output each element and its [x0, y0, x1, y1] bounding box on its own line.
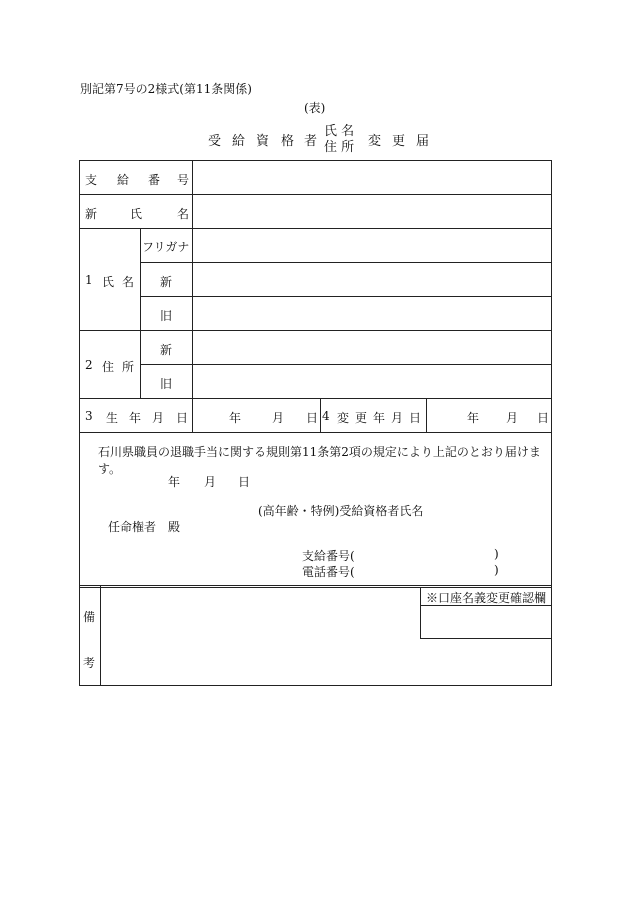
phone-number-label: 電話番号(	[302, 565, 355, 579]
change-date-label: 更	[355, 411, 368, 425]
address-new-label: 新	[160, 343, 173, 357]
address-new-field[interactable]	[193, 331, 551, 363]
birth-date-label: 3	[85, 409, 93, 423]
title-char: 者	[304, 134, 318, 149]
change-date-label: 月	[391, 411, 404, 425]
col-divider	[140, 228, 141, 398]
new-name-label: 氏	[130, 207, 143, 221]
change-year-unit: 年	[467, 411, 480, 425]
change-date-label: 4	[322, 409, 330, 423]
account-check-box	[420, 587, 552, 639]
title-char: 格	[281, 134, 295, 149]
title-char: 給	[232, 134, 246, 149]
address-group-label: 住	[102, 360, 115, 374]
birth-date-label: 生	[106, 411, 119, 425]
title-char: 届	[416, 134, 430, 149]
pay-number-close-paren: )	[494, 547, 499, 561]
name-new-label: 新	[160, 275, 173, 289]
row-divider	[80, 432, 552, 433]
new-name-label: 新	[85, 207, 98, 221]
title-stack-top: 氏 名	[324, 124, 355, 139]
furigana-label: フリガナ	[142, 240, 190, 254]
appointing-authority: 任命権者 殿	[108, 520, 181, 534]
address-group-label: 2	[85, 358, 93, 372]
declaration-month-unit: 月	[204, 475, 217, 489]
name-group-label: 氏	[102, 275, 115, 289]
birth-date-label: 年	[129, 411, 142, 425]
change-date-field[interactable]	[427, 399, 551, 431]
address-old-field[interactable]	[193, 365, 551, 397]
furigana-field[interactable]	[193, 229, 551, 261]
address-old-label: 旧	[160, 377, 173, 391]
pay-number-field[interactable]	[193, 162, 551, 193]
change-date-label: 日	[409, 411, 422, 425]
birth-date-label: 日	[176, 411, 189, 425]
applicant-name-label: (高年齢・特例)受給資格者氏名	[258, 504, 424, 518]
title-stack-bottom: 住 所	[324, 140, 355, 155]
new-name-label: 名	[177, 207, 190, 221]
remarks-field[interactable]	[101, 588, 419, 685]
row-divider	[80, 585, 552, 586]
phone-number-close-paren: )	[494, 563, 499, 577]
title-char: 受	[208, 134, 222, 149]
form-table	[79, 160, 552, 686]
birth-month-unit: 月	[272, 411, 285, 425]
name-group-label: 名	[122, 275, 135, 289]
name-old-field[interactable]	[193, 297, 551, 329]
declaration-statement: 石川県職員の退職手当に関する規則第11条第2項の規定により上記のとおり届けます。	[98, 445, 541, 476]
pay-number-label: 支	[85, 173, 98, 187]
birth-day-unit: 日	[306, 411, 319, 425]
declaration-year-unit: 年	[168, 475, 181, 489]
title-char: 資	[256, 134, 270, 149]
change-date-label: 変	[337, 411, 350, 425]
address-group-label: 所	[122, 360, 135, 374]
remarks-label: 考	[83, 656, 96, 670]
name-old-label: 旧	[160, 309, 173, 323]
change-month-unit: 月	[506, 411, 519, 425]
birth-date-field[interactable]	[193, 399, 319, 431]
title-char: 変	[368, 134, 382, 149]
name-group-label: 1	[85, 273, 93, 287]
new-name-field[interactable]	[193, 195, 551, 227]
declaration-day-unit: 日	[238, 475, 251, 489]
pay-number-label: 号	[177, 173, 190, 187]
change-day-unit: 日	[537, 411, 550, 425]
side-label: (表)	[304, 101, 326, 115]
pay-number-label: 給	[117, 173, 130, 187]
remarks-label: 備	[83, 610, 96, 624]
name-new-field[interactable]	[193, 263, 551, 295]
pay-number-contact-label: 支給番号(	[302, 549, 355, 563]
col-divider	[320, 398, 321, 432]
change-date-label: 年	[373, 411, 386, 425]
birth-date-label: 月	[152, 411, 165, 425]
pay-number-label: 番	[148, 173, 161, 187]
birth-year-unit: 年	[229, 411, 242, 425]
title-char: 更	[392, 134, 406, 149]
account-check-label: ※口座名義変更確認欄	[426, 591, 547, 605]
form-reference: 別記第7号の2様式(第11条関係)	[80, 82, 252, 96]
